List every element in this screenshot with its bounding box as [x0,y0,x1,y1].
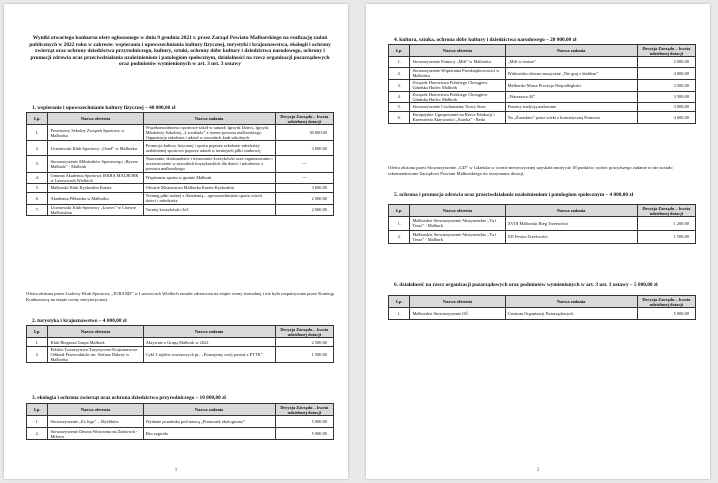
table-row [389,102,696,111]
task-name: Eko zagroda [143,428,275,440]
grant-amount: 5 000,00 [637,308,695,320]
section-4-title: 4. kultura, sztuka, ochrona dóbr kultury i dziedzictwa narodowego – 20 000,00 zł [394,37,577,43]
applicant-name: Stowarzyszenie Miłośników Sportowego „Rycerz Malbork” - Malbork [48,156,143,173]
column-header: Decyzja Zarządu – kwota udzielonej dotacji [275,326,333,338]
table-row [389,230,696,244]
table-header-row [27,404,334,416]
row-number: 1. [389,308,410,320]
table-row [27,416,334,428]
row-number: 1. [389,217,410,231]
row-number: 5. [27,183,48,192]
column-header: Nazwa zadania [143,113,275,125]
applicant-name: Akademia Piłkarska w Malborku [48,192,143,204]
grant-amount: 4 000,00 [637,67,695,79]
column-header: Lp. [27,404,48,416]
applicant-name: Uczniowski Klub Sportowy „Orzeł” w Malborku [48,141,143,156]
row-number: 2. [27,347,48,363]
grant-amount: 30 000,00 [275,125,333,141]
table-row [389,217,696,231]
grant-amount: 3 500,00 [637,79,695,91]
grant-amount: 3 000,00 [275,183,333,192]
column-header: Nazwa oferenta [48,113,143,125]
grant-amount: 5 000,00 [275,416,333,428]
row-number: 2. [27,428,48,440]
grant-amount: 2 000,00 [637,57,695,68]
applicant-name: Związek Harcerstwa Polskiego Chorągiew Gdańska Hufiec Malbork [410,91,505,102]
applicant-name: Malborskie Stowarzyszenie OŚ [410,308,505,320]
grant-amount: 1 500,00 [637,230,695,244]
row-number: 4. [27,172,48,183]
table-row [389,67,696,79]
row-number: 1. [389,57,410,68]
table-header-row [27,326,334,338]
task-name: Trening piłki nożnej z Akademią – upowszechnianie sportu wśród dzieci i młodzieży [143,192,275,204]
applicant-name: Gminna Akademia Sportowa ISKRA MALBORK w Lasowicach Wielkich [48,172,143,183]
grant-amount: --- [275,156,333,173]
task-name: Malborski Marsz Procesja Niepodległości [505,79,637,91]
grant-amount: 3 500,00 [637,91,695,102]
task-name: Na „Żuraskim” przez wieki z kosmetyczną Pomorza [505,111,637,123]
column-header: Nazwa zadania [143,326,275,338]
applicant-name: Europejskie Ugrupowanie na Rzecz Edukacji i Krzewienia Aktywności „Eureka” - Reda [410,111,505,123]
task-name: Widowisko słowno-muzyczne „Nie graj z diabłem” [505,67,637,79]
column-header: Nazwa zadania [505,296,637,308]
applicant-name: Powiatowy Szkolny Związek Sportowy w Malborku [48,125,143,141]
task-name: Wydanie poradnika pod nazwą „Pomocnik ekologiczny” [143,416,275,428]
section-2-table [26,325,334,363]
table-row [389,308,696,320]
row-number: 6. [389,111,410,123]
section-5-table [388,204,696,244]
section-6-title: 6. działalność na rzecz organizacji pozarządowych oraz podmiotów wymienionych w art. 3 ust. 3 ustawy – 5 000,00 zł [394,282,658,288]
row-number: 1. [27,416,48,428]
task-name: Turniej koszykówki 3x3 [143,204,275,215]
column-header: Nazwa zadania [143,404,275,416]
column-header: Nazwa zadania [505,205,637,217]
grant-amount: 2 000,00 [275,192,333,204]
table-row [27,125,334,141]
applicant-name: Klub Biegacza Grupa Malbork [48,338,143,347]
section-4-table [388,44,696,124]
table-row [27,156,334,173]
task-name: XII Festyn Trzeźwości [505,230,637,244]
task-name: Cykl 3 rajdów rowerowych pt.: „Poznajemy swój powiat z PTTK” [143,347,275,363]
grant-amount: 1 500,00 [275,347,333,363]
task-name: XVIII Malborski Bieg Trzeźwości [505,217,637,231]
applicant-name: Stowarzyszenie Cooltumalny Nowy Staw [410,102,505,111]
column-header: Nazwa oferenta [410,45,505,57]
column-header: Decyzja Zarządu – kwota udzielonej dotacji [637,296,695,308]
column-header: Lp. [389,205,410,217]
row-number: 6. [27,192,48,204]
section-1-table [26,112,334,216]
page-number: 1 [174,468,178,473]
table-row [27,172,334,183]
table-header-row [389,205,696,217]
table-row [27,141,334,156]
applicant-name: Malborskie Stowarzyszenie Abstynenckie „Tu i Teraz” - Malbork [410,217,505,231]
task-name: Współzawodnictwo sportowe szkół w ramach Igrzysk Dzieci, Igrzysk Młodzieży Szkolnej, „Licealiady” z terenu powiatu malborskiego. Organizacja szkolenia i udział w zawodach kadr szkolnych [143,125,275,141]
row-number: 3. [389,79,410,91]
applicant-name: Uczniowski Klub Sportowy „Lisovo” w Lisewie Malborskim [48,204,143,215]
task-name: „Mili w teatrze” [505,57,637,68]
applicant-name: Stowarzyszenie „Ex lege” – Myślibórz [48,416,143,428]
row-number: 2. [389,230,410,244]
grant-amount: 1 200,00 [637,217,695,231]
row-number: 5. [389,102,410,111]
applicant-name: Malborskie Stowarzyszenie Abstynenckie „Tu i Teraz” - Malbork [410,230,505,244]
task-name: Aktywnie z Grupą Malbork w 2022 [143,338,275,347]
table-header-row [27,113,334,125]
task-name: Promocja kultury fizycznej i sportu poprzez szkolenie młodzieży uzdolnionej sportowo poprzez udział w turniejach piłki siatkowej [143,141,275,156]
column-header: Nazwa oferenta [48,326,143,338]
applicant-name: Związek Harcerstwa Polskiego Chorągiew Gdańska Hufiec Malbork [410,79,505,91]
table-row [27,192,334,204]
section-3-table [26,403,334,440]
column-header: Lp. [389,45,410,57]
document-intro: Wyniki otwartego konkursu ofert ogłoszonego w dniu 9 grudnia 2021 r. przez Zarząd Powiatu Malborskiego na realizację zadań publicznych w 2022 roku w zakresie: wspierania i upowszechniania kultury fizycznej, turystyki i krajoznawstwa, ekologii i ochrony zwierząt oraz ochrony dziedzictwa przyrodniczego, kultury, sztuki, ochrony dóbr kultury i dziedzictwa narodowego, ochrony i promocji zdrowia oraz przeciwdziałania uzależnieniom i patologiom społecznym, działalności na rzecz organizacji pozarządowych oraz podmiotów wymienionych w art. 3 ust. 3 ustawy [29,35,331,68]
task-name: Nauczanie, doskonalenie i trenowanie koszykówki oraz organizowanie i uczestniczenie w zawodach koszykarskich dla dzieci i młodzieży z powiatu malborskiego [143,156,275,173]
row-number: 2. [389,67,410,79]
grant-amount: --- [275,172,333,183]
applicant-name: Stowarzyszenie Pomocy „Mili” w Malborku [410,57,505,68]
row-number: 1. [27,125,48,141]
column-header: Decyzja Zarządu – kwota udzielonej dotacji [637,45,695,57]
column-header: Decyzja Zarządu – kwota udzielonej dotacji [275,404,333,416]
column-header: Nazwa oferenta [410,205,505,217]
grant-amount: 2 500,00 [275,338,333,347]
row-number: 1. [27,338,48,347]
table-row [27,347,334,363]
section-1-title: 1. wspieranie i upowszechnianie kultury fizycznej – 40 000,00 zł [32,105,176,111]
task-name: Potańcy tradycją malowane [505,102,637,111]
task-name: „Warszawa 44” [505,91,637,102]
section-4-note: Oferta złożona przez Stowarzyszenie „GD” w Gdańsku w ocenie merytorycznej uzyskała mniej niż 18 punktów, wobec powyższego zadanie to nie zostało rekomendowane Zarządowi Powiatu Malborskiego do otrzymania dotacji. [388,165,673,176]
row-number: 2. [27,141,48,156]
table-row [27,428,334,440]
table-row [27,204,334,215]
section-2-title: 2. turystyka i krajoznawstwo – 4 000,00 zł [32,318,127,324]
section-3-title: 3. ekologia i ochrona zwierząt oraz ochrona dziedzictwa przyrodniczego – 10 000,00 zł [32,395,226,401]
applicant-name: Stowarzyszenie Dawna Wozownia na Żuławach - Milewo [48,428,143,440]
grant-amount: 5 000,00 [275,428,333,440]
column-header: Nazwa oferenta [48,404,143,416]
grant-amount: 3 000,00 [275,141,333,156]
table-header-row [389,296,696,308]
column-header: Lp. [27,326,48,338]
applicant-name: Stowarzyszenie Wspierania Przedsiębiorczości w Malborku [410,67,505,79]
grant-amount: 2 000,00 [275,204,333,215]
task-name: Otwarte Mistrzostwa Malborka Karate Kyokushin [143,183,275,192]
column-header: Lp. [389,296,410,308]
task-name: Centrum Organizacji Pozarządowych [505,308,637,320]
page-number: 2 [536,468,540,473]
grant-amount: 4 000,00 [637,111,695,123]
table-row [27,338,334,347]
document-page-1 [4,4,348,479]
table-row [389,57,696,68]
column-header: Lp. [27,113,48,125]
task-name: Wspieranie sportu w gminie Malbork [143,172,275,183]
column-header: Decyzja Zarządu – kwota udzielonej dotacji [275,113,333,125]
table-row [27,183,334,192]
applicant-name: Malborski Klub Kyokushin Karate [48,183,143,192]
column-header: Nazwa zadania [505,45,637,57]
column-header: Nazwa oferenta [410,296,505,308]
applicant-name: Polskie Towarzystwo Turystyczno-Krajoznawcze Oddział Przewodnicki im. Stefana Dubrey w Malborku [48,347,143,363]
table-row [389,79,696,91]
grant-amount: 3 000,00 [637,102,695,111]
table-row [389,91,696,102]
section-1-note: Oferta złożona przez Ludowy Klub Sportowy „JURAND” w Lasowicach Wielkich została odrzucona na etapie oceny formalnej i nie była rozpatrywana przez Komisję Konkursową na etapie oceny merytorycznej. [26,291,334,302]
table-header-row [389,45,696,57]
row-number: 4. [389,91,410,102]
table-row [389,111,696,123]
section-6-table [388,295,696,320]
document-page-2 [366,4,710,479]
column-header: Decyzja Zarządu – kwota udzielonej dotacji [637,205,695,217]
section-5-title: 5. ochrona i promocja zdrowia oraz przeciwdziałanie uzależnieniom i patologiom społecznym – 4 000,00 zł [394,192,634,198]
row-number: 3. [27,156,48,173]
row-number: 7. [27,204,48,215]
